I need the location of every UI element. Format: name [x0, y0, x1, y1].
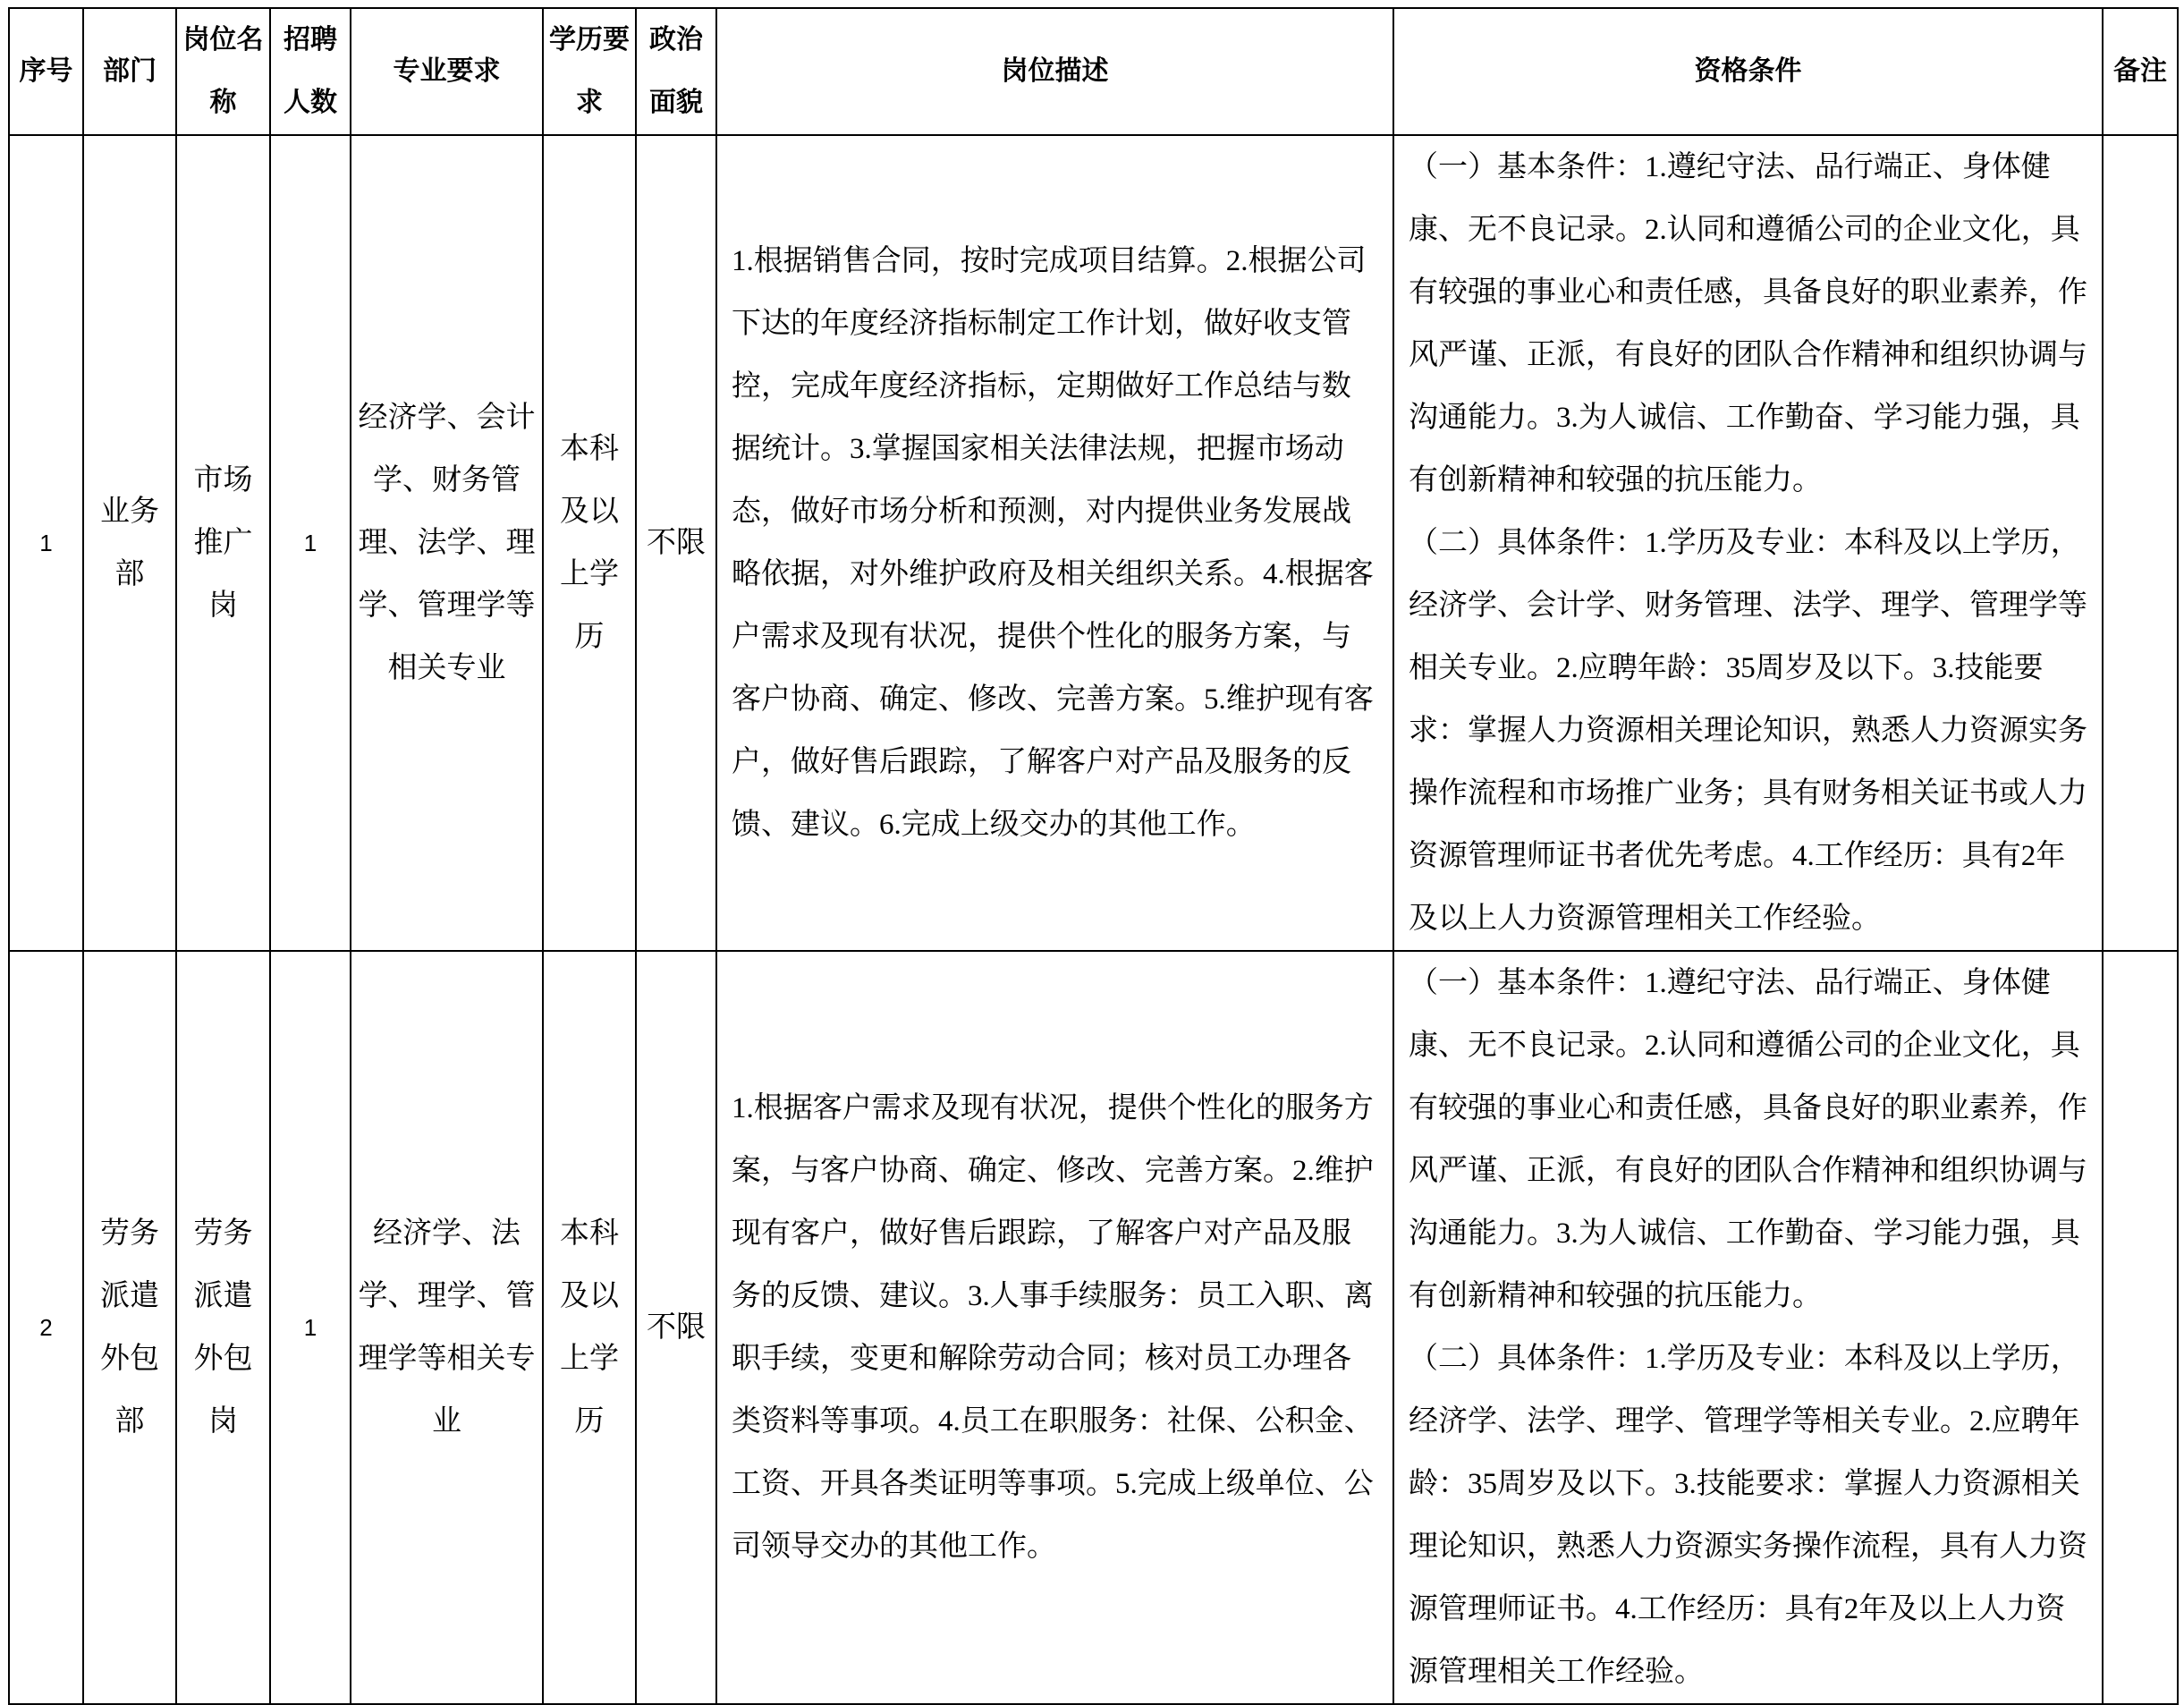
- header-dept: 部门: [83, 8, 176, 135]
- cell-count: 1: [270, 951, 351, 1704]
- header-position: 岗位名称: [176, 8, 270, 135]
- cell-seq: 1: [9, 135, 83, 951]
- cell-political: 不限: [636, 135, 716, 951]
- cell-seq: 2: [9, 951, 83, 1704]
- header-education: 学历要求: [543, 8, 636, 135]
- header-major: 专业要求: [351, 8, 543, 135]
- cell-position: 市场推广岗: [176, 135, 270, 951]
- header-qualifications: 资格条件: [1393, 8, 2103, 135]
- cell-remarks: [2103, 135, 2178, 951]
- cell-education: 本科及以上学历: [543, 135, 636, 951]
- cell-description: 1.根据销售合同，按时完成项目结算。2.根据公司下达的年度经济指标制定工作计划，做好收支管控，完成年度经济指标，定期做好工作总结与数据统计。3.掌握国家相关法律法规，把握市场动态，做好市场分析和预测，对内提供业务发展战略依据，对外维护政府及相关组织关系。4.根据客户需求及现有状况，提供个性化的服务方案，与客户协商、确定、修改、完善方案。5.维护现有客户，做好售后跟踪，了解客户对产品及服务的反馈、建议。6.完成上级交办的其他工作。: [716, 135, 1393, 951]
- cell-education: 本科及以上学历: [543, 951, 636, 1704]
- cell-count: 1: [270, 135, 351, 951]
- qualifications-basic: （一）基本条件：1.遵纪守法、品行端正、身体健康、无不良记录。2.认同和遵循公司的企业文化，具有较强的事业心和责任感，具备良好的职业素养，作风严谨、正派，有良好的团队合作精神和组织协调与沟通能力。3.为人诚信、工作勤奋、学习能力强，具有创新精神和较强的抗压能力。: [1409, 151, 2087, 496]
- cell-political: 不限: [636, 951, 716, 1704]
- qualifications-specific: （二）具体条件：1.学历及专业：本科及以上学历，经济学、法学、理学、管理学等相关专业。2.应聘年龄：35周岁及以下。3.技能要求：掌握人力资源相关理论知识，熟悉人力资源实务操作流程，具有人力资源管理师证书。4.工作经历：具有2年及以上人力资源管理相关工作经验。: [1409, 1343, 2087, 1688]
- table-row: [9, 951, 2178, 1704]
- cell-position: 劳务派遣外包岗: [176, 951, 270, 1704]
- qualifications-basic: （一）基本条件：1.遵纪守法、品行端正、身体健康、无不良记录。2.认同和遵循公司的企业文化，具有较强的事业心和责任感，具备良好的职业素养，作风严谨、正派，有良好的团队合作精神和组织协调与沟通能力。3.为人诚信、工作勤奋、学习能力强，具有创新精神和较强的抗压能力。: [1409, 967, 2087, 1312]
- header-description: 岗位描述: [716, 8, 1393, 135]
- recruitment-table: [8, 7, 2179, 1705]
- header-seq: 序号: [9, 8, 83, 135]
- cell-qualifications: [1393, 135, 2103, 951]
- header-remarks: 备注: [2103, 8, 2178, 135]
- header-row: [9, 8, 2178, 135]
- cell-qualifications: [1393, 951, 2103, 1704]
- header-count: 招聘人数: [270, 8, 351, 135]
- cell-remarks: [2103, 951, 2178, 1704]
- cell-dept: 劳务派遣外包部: [83, 951, 176, 1704]
- qualifications-specific: （二）具体条件：1.学历及专业：本科及以上学历，经济学、会计学、财务管理、法学、理学、管理学等相关专业。2.应聘年龄：35周岁及以下。3.技能要求：掌握人力资源相关理论知识，熟悉人力资源实务操作流程和市场推广业务；具有财务相关证书或人力资源管理师证书者优先考虑。4.工作经历：具有2年及以上人力资源管理相关工作经验。: [1409, 527, 2087, 935]
- cell-description: 1.根据客户需求及现有状况，提供个性化的服务方案，与客户协商、确定、修改、完善方案。2.维护现有客户，做好售后跟踪，了解客户对产品及服务的反馈、建议。3.人事手续服务：员工入职、离职手续，变更和解除劳动合同；核对员工办理各类资料等事项。4.员工在职服务：社保、公积金、工资、开具各类证明等事项。5.完成上级单位、公司领导交办的其他工作。: [716, 951, 1393, 1704]
- cell-major: 经济学、法学、理学、管理学等相关专业: [351, 951, 543, 1704]
- cell-dept: 业务部: [83, 135, 176, 951]
- header-political: 政治面貌: [636, 8, 716, 135]
- table-row: [9, 135, 2178, 951]
- cell-major: 经济学、会计学、财务管理、法学、理学、管理学等相关专业: [351, 135, 543, 951]
